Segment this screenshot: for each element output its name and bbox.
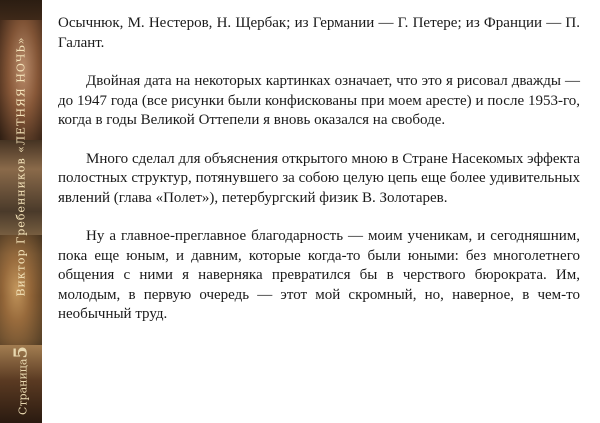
- book-title: Виктор Гребенников «ЛЕТНЯЯ НОЧЬ»: [14, 36, 28, 297]
- paragraph: Много сделал для объяснения открытого мною в Стране Насекомых эффекта полостных структур, потянувшего за собою целую цепь еще более удивительных явлений (глава «Полет»), петербургский физик В. Золотарев.: [58, 150, 580, 206]
- paragraph: Осычнюк, М. Нестеров, Н. Щербак; из Германии — Г. Петере; из Франции — П. Галант.: [58, 15, 580, 51]
- sidebar-strip: [0, 0, 42, 423]
- paragraph: Ну а главное-преглавное благодарность — моим ученикам, и сегодняшним, пока еще юным, и давним, которые когда-то были юными: без многолетнего общения с ними я наверняка превратился бы в черствого бюрократа. Им, молодым, в первую очередь — этот мой скромный, но, наверное, в чем-то необычный труд.: [58, 228, 580, 322]
- page-label: Страница: [16, 358, 30, 415]
- paragraph: Двойная дата на некоторых картинках означает, что это я рисовал дважды — до 1947 года (все рисунки были конфискованы при моем аресте) и после 1953-го, когда в годы Великой Оттепели я вновь оказался на свободе.: [58, 73, 580, 128]
- page-indicator: [11, 346, 32, 415]
- page-number: 5: [10, 346, 32, 359]
- page-content: [58, 14, 580, 344]
